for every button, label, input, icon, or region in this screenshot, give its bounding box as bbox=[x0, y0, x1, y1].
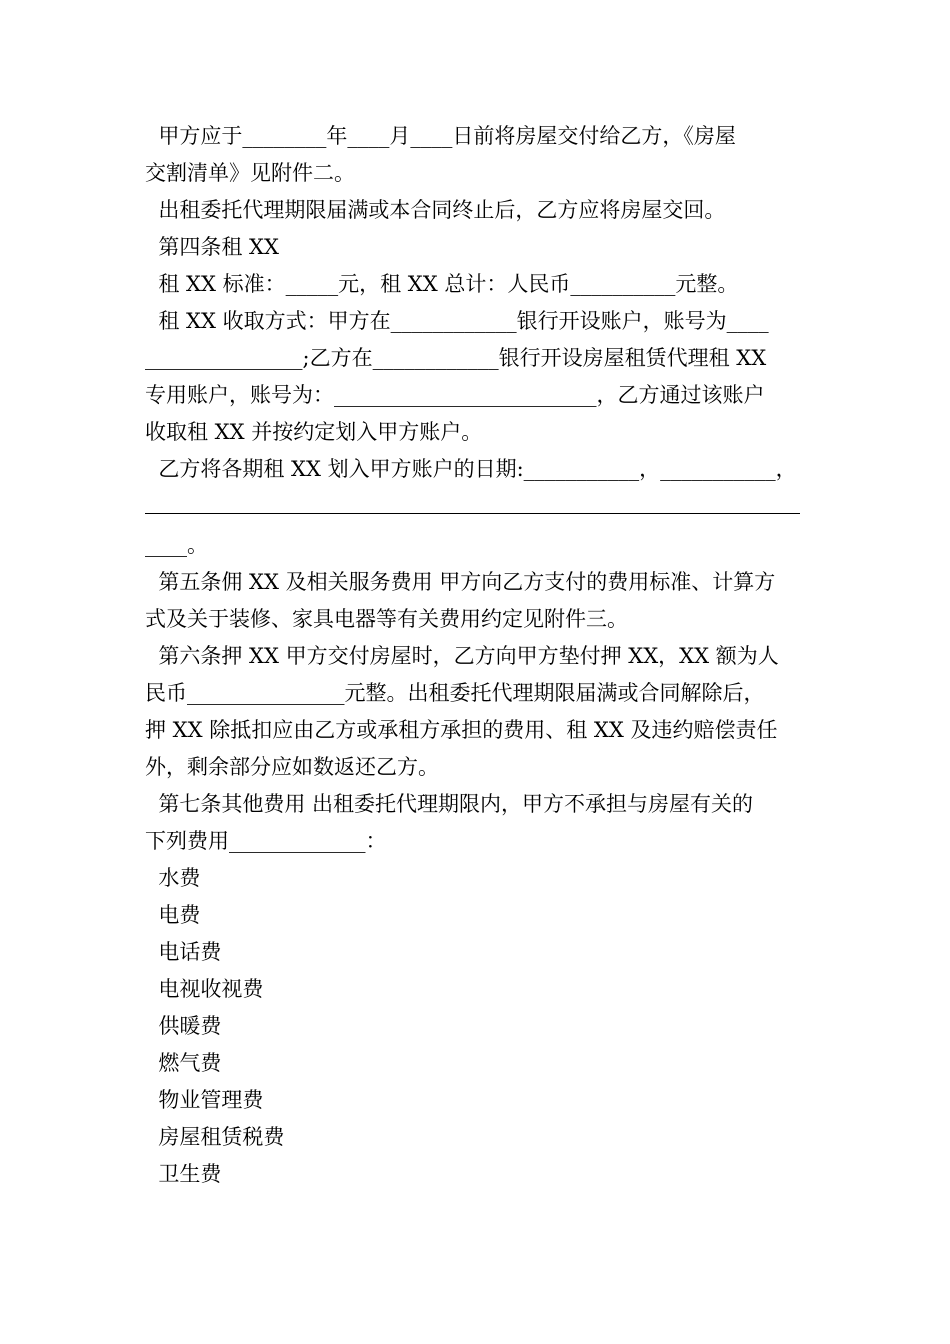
list-item: 卫生费 bbox=[145, 1162, 222, 1186]
list-item: 房屋租赁税费 bbox=[145, 1125, 285, 1149]
list-item: 电费 bbox=[145, 903, 201, 927]
paragraph-line: 民币_______________元整。出租委托代理期限届满或合同解除后， bbox=[145, 681, 765, 705]
paragraph-line: 租 XX 收取方式：甲方在____________银行开设账户，账号为____ bbox=[145, 309, 769, 333]
blank-fill-line bbox=[145, 513, 800, 514]
section-heading: 第四条租 XX bbox=[145, 235, 279, 259]
paragraph-line: 第六条押 XX 甲方交付房屋时，乙方向甲方垫付押 XX，XX 额为人 bbox=[145, 644, 779, 668]
list-item: 水费 bbox=[145, 866, 201, 890]
list-item: 电话费 bbox=[145, 940, 222, 964]
list-item: 供暖费 bbox=[145, 1014, 222, 1038]
paragraph-line: 式及关于装修、家具电器等有关费用约定见附件三。 bbox=[145, 607, 628, 631]
paragraph-line: 第五条佣 XX 及相关服务费用 甲方向乙方支付的费用标准、计算方 bbox=[145, 570, 776, 594]
paragraph-line: 专用账户，账号为：_________________________，乙方通过该账户 bbox=[145, 383, 765, 407]
paragraph-line: 租 XX 标准：_____元，租 XX 总计：人民币__________元整。 bbox=[145, 272, 739, 296]
paragraph-line: 甲方应于________年____月____日前将房屋交付给乙方，《房屋 bbox=[145, 124, 736, 148]
paragraph-line: 出租委托代理期限届满或本合同终止后，乙方应将房屋交回。 bbox=[145, 198, 726, 222]
list-item: 物业管理费 bbox=[145, 1088, 264, 1112]
paragraph-line: 收取租 XX 并按约定划入甲方账户。 bbox=[145, 420, 483, 444]
paragraph-line: 押 XX 除抵扣应由乙方或承租方承担的费用、租 XX 及违约赔偿责任 bbox=[145, 718, 778, 742]
paragraph-line: _______________;乙方在____________银行开设房屋租赁代理租 XX bbox=[145, 346, 767, 370]
paragraph-line: ____。 bbox=[145, 533, 208, 557]
paragraph-line: 外，剩余部分应如数返还乙方。 bbox=[145, 755, 439, 779]
list-item: 电视收视费 bbox=[145, 977, 264, 1001]
paragraph-line: 交割清单》见附件二。 bbox=[145, 161, 355, 185]
paragraph-line: 下列费用_____________： bbox=[145, 829, 387, 853]
paragraph-line: 乙方将各期租 XX 划入甲方账户的日期:___________，___________， bbox=[145, 457, 797, 481]
list-item: 燃气费 bbox=[145, 1051, 222, 1075]
paragraph-line: 第七条其他费用 出租委托代理期限内，甲方不承担与房屋有关的 bbox=[145, 792, 754, 816]
